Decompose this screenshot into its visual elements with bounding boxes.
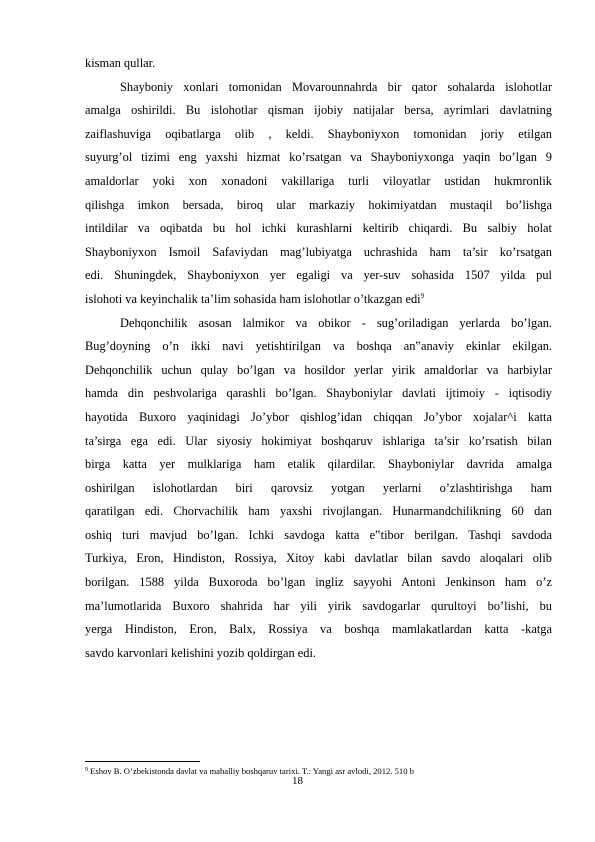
line-text: intildilar va oqibatda bu hol ichki kurashlarni keltirib chiqardi. Bu salbiy holat [85,221,552,236]
text-line [85,406,552,430]
text-line [85,359,552,383]
footnote-text: Eshov B. O’zbekistonda davlat va mahalliy boshqaruv tarixi. T.: Yangi asr avlodi, 2012. 510 b [88,766,414,776]
line-text: suyurg’ol tizimi eng yaxshi hizmat ko’rsatgan va Shayboniyxonga yaqin bo’lgan 9 [85,150,552,165]
text-line [85,123,552,147]
text-line [85,217,552,241]
line-text: Shayboniyxon Ismoil Safaviydan mag’lubiyatga uchrashida ham ta’sir ko’rsatgan [85,244,552,259]
line-text: edi. Shuningdek, Shayboniyxon yer egaligi va yer-suv sohasida 1507 yilda pul [85,268,552,283]
text-line [85,430,552,454]
line-text: kisman qullar. [85,56,156,70]
text-line [85,146,552,170]
text-line [85,382,552,406]
text-line [85,99,552,123]
line-text: yerga Hindiston, Eron, Balx, Rossiya va boshqa mamlakatlardan katta -katga [85,622,552,637]
text-line [85,76,552,100]
text-line [85,547,552,571]
line-text: Bug’doyning o’n ikki navi yetishtirilgan va boshqa an‟anaviy ekinlar ekilgan. [85,339,552,354]
line-text: birga katta yer mulklariga ham etalik qilardilar. Shayboniylar davrida amalga [85,457,552,472]
text-line [85,477,552,501]
line-text: Dehqonchilik asosan lalmikor va obikor - sug’oriladigan yerlarda bo’lgan. [120,315,552,330]
text-line [85,264,552,288]
text-line [85,524,552,548]
text-line [85,241,552,265]
text-line [85,642,552,666]
footnote-marker: 9 [85,767,88,773]
line-text: ma’lumotlarida Buxoro shahrida har yili yirik savdogarlar qurultoyi bo’lishi, bu [85,598,552,613]
text-line [85,170,552,194]
line-text: hayotida Buxoro yaqinidagi Jo’ybor qishlog’idan chiqqan Jo’ybor xojalar^i katta [85,409,552,424]
text-line [85,453,552,477]
line-text: amaldorlar yoki xon xonadoni vakillariga turli viloyatlar ustidan hukmronlik [85,173,552,188]
line-text: hamda din peshvolariga qarashli bo’lgan. Shayboniylar davlati ijtimoiy - iqtisodiy [85,386,552,401]
line-text: Turkiya, Eron, Hindiston, Rossiya, Xitoy kabi davlatlar bilan savdo aloqalari olib [85,551,552,566]
footnote-separator [85,761,200,762]
page-number: 18 [292,775,303,787]
text-line [85,571,552,595]
line-text: borilgan. 1588 yilda Buxoroda bo’lgan ingliz sayyohi Antoni Jenkinson ham o’z [85,575,552,590]
text-line [85,618,552,642]
line-text: savdo karvonlari kelishini yozib qoldirgan edi. [85,645,317,660]
text-line [85,595,552,619]
line-text: qilishga imkon bersada, biroq ular markaziy hokimiyatdan mustaqil bo’lishga [85,197,552,212]
text-line [85,288,552,312]
page-body [85,52,552,665]
text-line [85,312,552,336]
text-line [85,52,552,76]
line-text: zaiflashuviga oqibatlarga olib , keldi. Shayboniyxon tomonidan joriy etilgan [85,126,552,141]
text-line [85,194,552,218]
line-text: oshirilgan islohotlardan biri qarovsiz yotgan yerlarni o’zlashtirishga ham [85,480,552,495]
footnote-reference: 9 [420,291,425,300]
line-text: Dehqonchilik uchun qulay bo’lgan va hosildor yerlar yirik amaldorlar va harbiylar [85,362,552,377]
line-text: islohoti va keyinchalik ta’lim sohasida ham islohotlar o’tkazgan edi [85,291,421,306]
line-text: qaratilgan edi. Chorvachilik ham yaxshi rivojlangan. Hunarmandchilikning 60 dan [85,504,552,519]
text-line [85,500,552,524]
line-text: ta’sirga ega edi. Ular siyosiy hokimiyat boshqaruv ishlariga ta’sir ko’rsatish bilan [85,433,552,448]
line-text: oshiq turi mavjud bo’lgan. Ichki savdoga katta e‟tibor berilgan. Tashqi savdoda [85,527,552,542]
line-text: amalga oshirildi. Bu islohotlar qisman ijobiy natijalar bersa, ayrimlari davlatning [85,103,552,118]
text-line [85,335,552,359]
line-text: Shayboniy xonlari tomonidan Movarounnahrda bir qator sohalarda islohotlar [120,79,552,94]
